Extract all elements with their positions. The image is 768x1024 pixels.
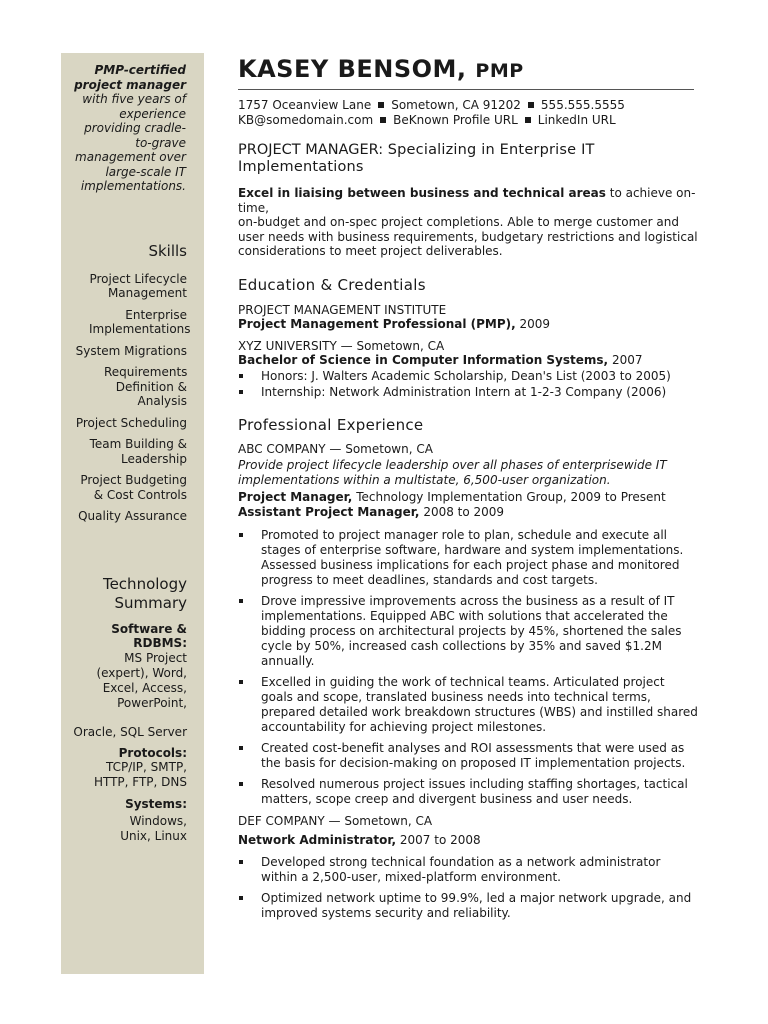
- contact-line-1: [238, 98, 700, 113]
- skills-list: [69, 271, 191, 524]
- job-bullets: [238, 528, 700, 807]
- degree-name: Project Management Professional (PMP),: [238, 317, 516, 331]
- degree-year: 2009: [519, 317, 551, 331]
- skill-item: Team Building & Leadership: [89, 437, 187, 466]
- list-item: Internship: Network Administration Intern at 1-2-3 Company (2006): [238, 385, 700, 400]
- list-item: Developed strong technical foundation as a network administrator within a 2,500-user, mixed-platform environment.: [238, 855, 700, 885]
- job-entry: [238, 442, 700, 808]
- sidebar-intro: [69, 63, 187, 194]
- role-title: Network Administrator,: [238, 832, 397, 847]
- summary-rest: to achieve on-time,: [238, 186, 696, 215]
- list-item: Optimized network uptime to 99.9%, led a major network upgrade, and improved systems security and reliability.: [238, 891, 700, 921]
- job-entry: [238, 814, 700, 921]
- skill-item: System Migrations: [75, 343, 187, 358]
- education-degree: [238, 317, 700, 332]
- list-item: Resolved numerous project issues including staffing shortages, tactical matters, scope creep and divergent business and user needs.: [238, 777, 700, 807]
- systems-label: Systems:: [125, 797, 187, 811]
- education-degree: [238, 353, 700, 368]
- list-item: Promoted to project manager role to plan, schedule and execute all stages of enterprise software, hardware and system implementations. Assessed business implications for each project phase and monitored progress to meet deadlines, standards and cost targets.: [238, 528, 700, 588]
- education-bullets: [238, 369, 700, 400]
- job-description: Provide project lifecycle leadership over all phases of enterprisewide IT implementations within a multistate, 6,500-user organization.: [238, 458, 667, 487]
- main-content: [238, 54, 700, 921]
- job-company: DEF COMPANY — Sometown, CA: [238, 814, 433, 828]
- name-text: KASEY BENSOM,: [238, 55, 467, 83]
- separator-icon: [380, 117, 386, 123]
- job-company: ABC COMPANY — Sometown, CA: [238, 441, 433, 456]
- candidate-name: [238, 54, 700, 86]
- software-value: MS Project (expert), Word, Excel, Access, PowerPoint,: [96, 650, 187, 710]
- separator-icon: [525, 117, 531, 123]
- role-title: Assistant Project Manager,: [238, 504, 420, 519]
- skill-item: Project Scheduling: [75, 415, 187, 430]
- education-org: PROJECT MANAGEMENT INSTITUTE: [238, 302, 447, 317]
- linkedin-link[interactable]: LinkedIn URL: [537, 113, 616, 127]
- job-role: [238, 833, 700, 848]
- skill-item: Project Budgeting & Cost Controls: [80, 473, 187, 502]
- credential-text: PMP: [475, 60, 524, 82]
- summary: [238, 186, 700, 259]
- tech-heading: Technology Summary: [102, 574, 187, 612]
- address: 1757 Oceanview Lane: [238, 98, 372, 112]
- skill-item: Project Lifecycle Management: [89, 271, 187, 300]
- list-item: Excelled in guiding the work of technical teams. Articulated project goals and scope, translated business needs into technical terms, prepared detailed work breakdown structures (WBS) and instilled shared accountability for achieving project milestones.: [238, 675, 700, 735]
- list-item: Drove impressive improvements across the business as a result of IT implementations. Equipped ABC with solutions that accelerated the bidding process on architectural projects by 45%, shortened the sales cycle by 50%, increased cash collections by 35% and saved $1.2M annually.: [238, 594, 700, 669]
- header-divider: [238, 89, 694, 90]
- summary-line2: on-budget and on-spec project completions. Able to merge customer and user needs with business requirements, budgetary restrictions and logistical considerations to meet project deliverables.: [238, 215, 698, 258]
- skill-item: Requirements Definition & Analysis: [104, 365, 188, 408]
- role-title: Project Manager,: [238, 490, 353, 504]
- skill-item: Enterprise Implementations: [89, 307, 191, 336]
- headline-text: Specializing in Enterprise IT Implementations: [238, 142, 595, 175]
- skills-heading: Skills: [148, 241, 187, 260]
- headline-title: PROJECT MANAGER:: [238, 142, 384, 158]
- beknown-link[interactable]: BeKnown Profile URL: [393, 113, 518, 127]
- sidebar: [61, 53, 204, 974]
- job-role: [238, 505, 700, 520]
- protocols-label: Protocols:: [118, 745, 187, 760]
- job-role: [238, 490, 700, 505]
- software-value-2: Oracle, SQL Server: [73, 724, 187, 739]
- headline: [238, 142, 700, 176]
- education-entry: [238, 339, 700, 400]
- email-link[interactable]: KB@somedomain.com: [238, 113, 374, 127]
- role-detail: 2008 to 2009: [423, 504, 505, 519]
- degree-name: Bachelor of Science in Computer Information Systems,: [238, 353, 609, 367]
- education-entry: [238, 303, 700, 332]
- intro-bold: PMP-certified project manager: [74, 63, 186, 92]
- contact-info: [238, 98, 700, 128]
- skill-item: Quality Assurance: [78, 509, 187, 523]
- role-detail: 2007 to 2008: [399, 832, 481, 847]
- intro-text: with five years of experience providing cradle-to-grave management over large-scale IT implementations.: [75, 92, 186, 193]
- degree-year: 2007: [611, 353, 643, 367]
- list-item: Created cost-benefit analyses and ROI assessments that were used as the basis for decision-making on proposed IT implementation projects.: [238, 741, 700, 771]
- city: Sometown, CA 91202: [391, 98, 521, 112]
- experience-heading: Professional Experience: [238, 415, 424, 434]
- summary-bold: Excel in liaising between business and technical areas: [238, 186, 606, 200]
- role-detail: Technology Implementation Group, 2009 to Present: [356, 490, 666, 504]
- protocols-value: TCP/IP, SMTP, HTTP, FTP, DNS: [93, 760, 187, 789]
- separator-icon: [528, 102, 534, 108]
- separator-icon: [378, 102, 384, 108]
- software-label: Software & RDBMS:: [111, 621, 187, 650]
- education-heading: Education & Credentials: [238, 275, 426, 294]
- list-item: Honors: J. Walters Academic Scholarship, Dean's List (2003 to 2005): [238, 369, 700, 384]
- phone: 555.555.5555: [540, 98, 625, 112]
- education-org: XYZ UNIVERSITY — Sometown, CA: [238, 338, 445, 353]
- job-bullets: [238, 855, 700, 921]
- systems-value: Windows, Unix, Linux: [120, 813, 187, 843]
- contact-line-2: [238, 113, 700, 128]
